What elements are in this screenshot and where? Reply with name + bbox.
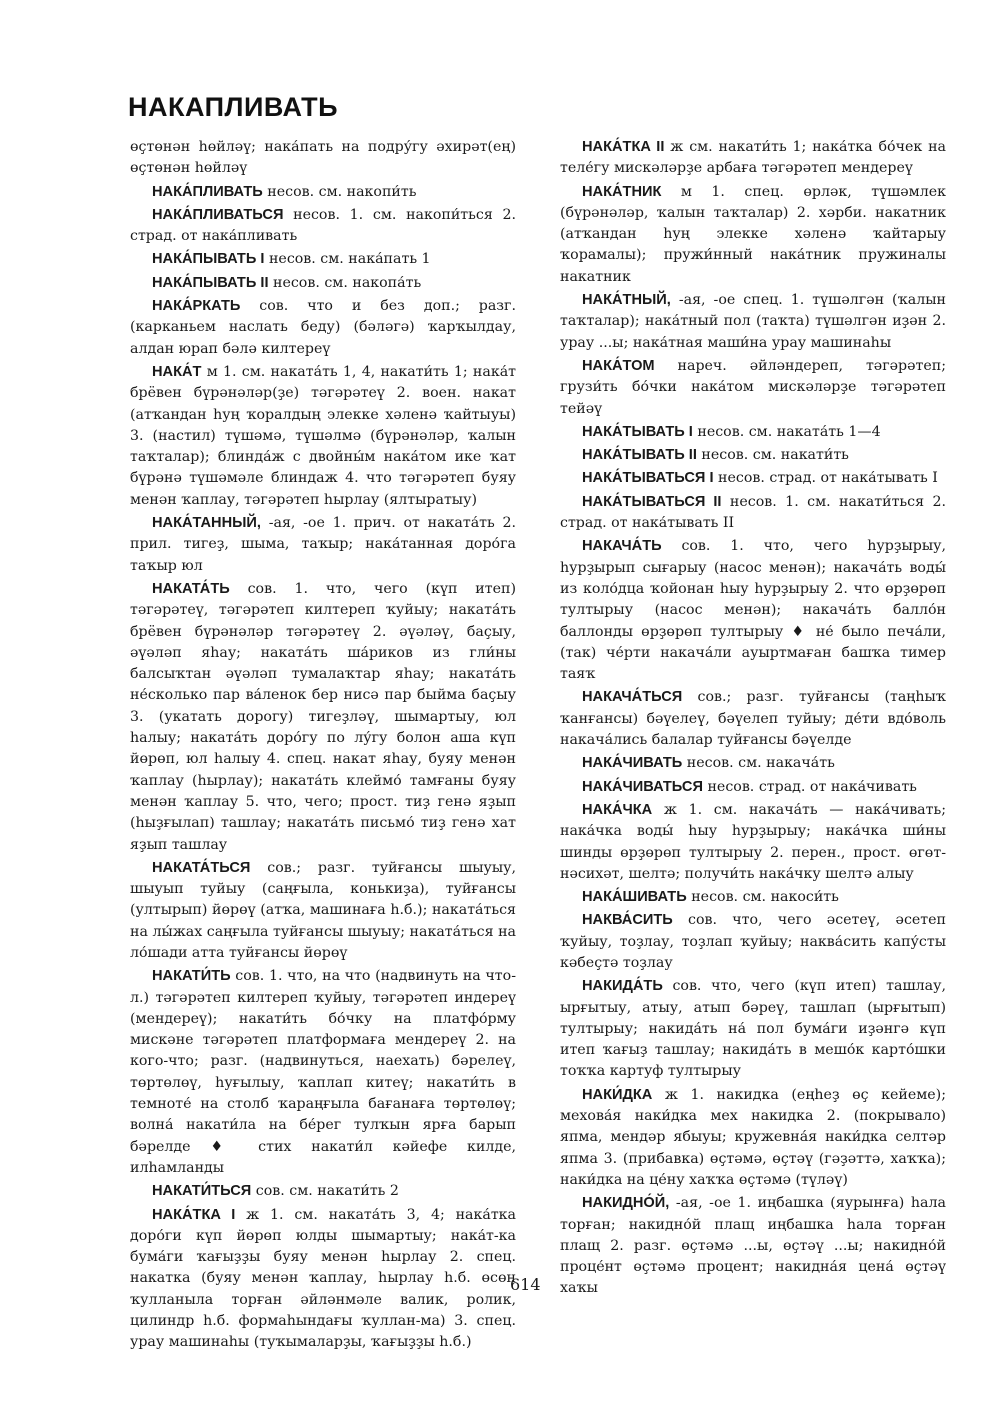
right-column <box>560 137 946 1302</box>
entry-headword: НАКА́ПЫВАТЬ I <box>152 251 265 268</box>
entry-headword: НАКА́ЧИВАТЬСЯ <box>582 778 703 795</box>
entry-definition: сов. что, чего әсетеү, әсетеп ҡуйыу, тоҙлау, тоҙлап ҡуйыу; наква́сить капу́сты кәбеҫтә тоҙлау <box>560 912 946 971</box>
dictionary-entry <box>130 362 516 511</box>
entry-definition: сов. 1. что, на что (надвинуть на что-л.) тәгәрәтеп килтереп ҡуйыу, тәгәрәтеп индереү (мендереү); накати́ть бо́чку на платфо́рму мискәне тәгәрәтеп платформаға мендереү 2. на кого-что; разг. (надвинуться, наехать) бәрелеү, төртөлөү, һуғылыу, ҡаплап китеү; накати́ть в темноте́ на столб ҡараңғыла бағанаға төртөлөү; волна́ накати́ла на бе́рег тулҡын ярға барып бәрелде ♦ стих накати́л кәйефе килде, илһамланды <box>130 968 516 1176</box>
entry-definition: сов. 1. что, чего (күп итеп) тәгәрәтеү, тәгәрәтеп килтереп ҡуйыу; наката́ть брёвен бүрәнәләр тәгәрәтеү 2. әүәләү, баҫыу, әүәләп яһау; наката́ть ша́риков из гли́ны балсыҡтан әүәләп тумалаҡтар яһау; наката́ть не́сколько пар ва́ленок бер нисә пар быйма баҫыу 3. (укатать дорогу) тигеҙләү, шымартыу, юл һалыу; наката́ть доро́гу по лу́гу болон аша күп йөрөп, юл һалыу 4. спец. накат яһау, буяу менән ҡаплау (һырлау); наката́ть клеймо́ тамғаны буяу менән ҡаплау 5. что, чего; прост. тиҙ генә яҙып (һыҙғылап) ташлау; наката́ть письмо́ тиҙ генә хат яҙып ташлау <box>130 580 516 853</box>
dictionary-entry <box>560 445 946 466</box>
entry-headword: НАКИ́ДКА <box>582 1086 653 1103</box>
entry-definition: сов.; разг. туйғансы (таңһыҡ ҡанғансы) бәүелеү, бәүелеп туйыу; де́ти вдо́воль накача́лись балалар туйғансы бәүелде <box>560 689 946 749</box>
dictionary-entry <box>130 205 516 248</box>
entry-definition: сов. что и без доп.; разг. (карканьем наслать беду) (бәләгә) ҡарҡылдау, алдан юрап бәлә килтереү <box>130 298 516 357</box>
entry-headword: НАКАТА́ТЬ <box>152 580 230 597</box>
entry-definition: несов. страд. от нака́чивать <box>702 778 917 795</box>
entry-definition: несов. см. накопа́ть <box>268 274 422 291</box>
entry-definition: м 1. см. наката́ть 1, 4, накати́ть 1; нака́т брёвен бүрәнәләр(ҙе) тәгәрәтеү 2. воен. накат (атҡандан һуң ҡоралдың элекке хәленә ҡайтыуы) 3. (настил) түшәмә, түшәлмә (бүрәнәләр, ҡалын таҡталар); блинда́ж с двойны́м нака́том ике ҡат бүрәнә түшәмәле блиндаж 4. что тәгәрәтеп буяу менән ҡаплау, тәгәрәтеп һырлау (ялтыратыу) <box>130 363 516 508</box>
entry-headword: НАКА́ТАННЫЙ, <box>152 515 261 532</box>
entry-definition: несов. см. накача́ть <box>682 755 835 772</box>
entry-definition: несов. 1. см. накопи́ться 2. страд. от нака́пливать <box>130 206 516 245</box>
dictionary-entry <box>130 579 516 856</box>
entry-headword: НАКАТИ́ТЬ <box>152 968 231 985</box>
dictionary-entry <box>130 137 516 180</box>
entry-headword: НАКА́ТЫВАТЬСЯ I <box>582 470 714 487</box>
dictionary-entry <box>560 422 946 443</box>
dictionary-entry <box>560 290 946 354</box>
dictionary-entry <box>560 356 946 420</box>
entry-definition: несов. 1. см. накати́ться 2. страд. от нака́тывать II <box>560 493 946 532</box>
entry-definition: несов. см. накоси́ть <box>686 889 839 906</box>
entry-headword: НАКА́ПЫВАТЬ II <box>152 274 269 291</box>
entry-headword: НАКА́ТКА I <box>152 1206 236 1223</box>
entry-definition: несов. см. нака́пать 1 <box>264 251 431 268</box>
dictionary-entry <box>130 296 516 360</box>
dictionary-entry <box>130 249 516 270</box>
dictionary-entry <box>560 182 946 288</box>
entry-headword: НАКАТИ́ТЬСЯ <box>152 1183 252 1200</box>
dictionary-entry <box>130 858 516 964</box>
dictionary-entry <box>560 1193 946 1299</box>
dictionary-entry <box>560 910 946 974</box>
entry-headword: НАКА́ТЫВАТЬСЯ II <box>582 493 722 510</box>
dictionary-entry <box>130 1205 516 1354</box>
dictionary-entry <box>560 800 946 885</box>
entry-headword: НАКА́Т <box>152 363 202 380</box>
entry-headword: НАКА́ТКА II <box>582 139 665 155</box>
entry-headword: НАКА́ТНИК <box>582 183 662 200</box>
entry-headword: НАКАТА́ТЬСЯ <box>152 859 251 876</box>
entry-headword: НАКА́ТЫВАТЬ I <box>582 423 693 440</box>
entry-headword: НАКА́ШИВАТЬ <box>582 889 687 906</box>
dictionary-entry <box>560 536 946 685</box>
entry-definition: -ая, -ое спец. 1. түшәлгән (ҡалын таҡталар); нака́тный пол (таҡта) түшәлгән иҙән 2. урау ...ы; нака́тная маши́на урау машинаһы <box>560 292 946 351</box>
entry-headword: НАКАЧА́ТЬ <box>582 538 662 555</box>
entry-definition: несов. см. накопи́ть <box>262 183 417 200</box>
dictionary-entry <box>130 513 516 577</box>
dictionary-entry <box>560 137 946 180</box>
dictionary-entry <box>130 966 516 1179</box>
dictionary-entry <box>560 976 946 1082</box>
entry-definition: -ая, -ое 1. иңбашка (яурынға) һала торған; накидно́й плащ иңбашка һала торған плащ 2. разг. өҫтәмә ...ы, өҫтәү ...ы; накидно́й проце́нт өҫтәмә процент; накидна́я цена́ өҫтәү хаҡы <box>560 1195 946 1297</box>
dictionary-entry <box>130 1181 516 1202</box>
entry-definition: несов. страд. от нака́тывать I <box>713 470 938 487</box>
entry-definition: ж 1. см. накача́ть — нака́чивать; нака́чка воды́ һыу һурҙырыу; нака́чка ши́ны шинды өрҙөрөп тултырыу 2. перен., прост. өгөт-нәсихәт, шелтә; получи́ть нака́чку шелтә алыу <box>560 801 946 882</box>
entry-headword: НАКА́ТЫВАТЬ II <box>582 447 697 464</box>
entry-headword: НАКВА́СИТЬ <box>582 912 673 929</box>
entry-definition: сов. 1. что, чего һурҙырыу, һурҙырып сығарыу (насос менән); накача́ть воды́ из коло́дца ҡойонан һыу һурҙырыу 2. что өрҙөрөп тултырыу (насос менән); накача́ть балло́н баллонды өрҙөрөп тултырыу ♦ не́ было печа́ли, (так) че́рти накача́ли ауыртмаған башҡа тимер таяҡ <box>560 538 946 683</box>
entry-headword: НАКАЧА́ТЬСЯ <box>582 689 683 706</box>
left-column <box>130 137 516 1356</box>
entry-headword: НАКА́ПЛИВАТЬ <box>152 183 263 200</box>
entry-definition: сов.; разг. туйғансы шыуыу, шыуып туйыу (саңғыла, конькиҙа), туйғансы (ултырып) йөрөү (атҡа, машинаға һ.б.); наката́ться на лы́жах саңғыла туйғансы шыуыу; наката́ться на ло́шади атта туйғансы йөрөү <box>130 859 516 961</box>
entry-definition: сов. см. накати́ть 2 <box>251 1183 399 1200</box>
entry-headword: НАКА́ПЛИВАТЬСЯ <box>152 206 284 223</box>
entry-headword: НАКА́ЧИВАТЬ <box>582 755 683 772</box>
dictionary-entry <box>560 753 946 774</box>
entry-definition: м 1. спец. өрләк, түшәмлек (бүрәнәләр, ҡалын таҡталар) 2. хәрби. накатник (атҡандан һуң элекке хәленә ҡайтарыу ҡорамалы); пружи́нный нака́тник пружиналы накатник <box>560 183 946 285</box>
dictionary-entry <box>560 777 946 798</box>
dictionary-entry <box>560 1085 946 1191</box>
entry-definition: ж 1. см. наката́ть 3, 4; нака́тка доро́ги күп йөрөп юлды шымартыу; нака́т-ка бума́ги ҡағыҙҙы буяу менән һырлау 2. спец. накатка (буяу менән ҡаплау, һырлау һ.б. өсөн ҡулланыла торған әйләнмәле валик, ролик, цилиндр һ.б. формаһындағы ҡуллан-ма) 3. спец. урау машинаһы (туҡымаларҙы, ҡағыҙҙы һ.б.) <box>130 1206 516 1351</box>
entry-definition: ж см. накати́ть 1; нака́тка бо́чек на теле́гу мискәләрҙе арбаға тәгәрәтеп мендереү <box>560 139 946 177</box>
running-head: НАКАПЛИВАТЬ <box>128 92 339 122</box>
entry-definition: -ая, -ое 1. прич. от наката́ть 2. прил. тигеҙ, шыма, таҡыр; нака́танная доро́га таҡыр юл <box>130 515 516 574</box>
entry-definition: сов. что, чего (күп итеп) ташлау, ырғытыу, атыу, атып бәреү, ташлап (ырғытып) тултырыу; накида́ть на́ пол бума́ги иҙәнгә күп итеп ҡағыҙ ташлау; накида́ть в мешо́к карто́шки тоҡҡа картуф тултырыу <box>560 978 946 1080</box>
entry-definition: несов. см. наката́ть 1—4 <box>692 423 881 440</box>
entry-headword: НАКИДНО́Й, <box>582 1195 670 1212</box>
entry-headword: НАКИДА́ТЬ <box>582 978 663 995</box>
dictionary-entry <box>560 492 946 535</box>
entry-headword: НАКА́РКАТЬ <box>152 298 241 315</box>
dictionary-entry <box>560 687 946 751</box>
dictionary-entry <box>130 182 516 203</box>
entry-definition: несов. см. накати́ть <box>696 447 849 464</box>
dictionary-entry <box>560 887 946 908</box>
entry-definition: өҫтөнән һөйләү; нака́пать на подру́гу әхирәт(ең) өҫтөнән һөйләү <box>130 139 516 177</box>
page-number: 614 <box>510 1275 541 1294</box>
dictionary-entry <box>130 273 516 294</box>
entry-definition: нареч. әйләндереп, тәгәрәтеп; грузи́ть бо́чки нака́том мискәләрҙе тәгәрәтеп тейәү <box>560 357 946 417</box>
entry-definition: ж 1. накидка (еңһеҙ өҫ кейеме); мехова́я наки́дка мех накидка 2. (покрывало) япма, мендәр ябыуы; кружевна́я наки́дка селтәр япма 3. (прибавка) өҫтәмә, өҫтәү (гәҙәттә, хаҡҡа); наки́дка на це́ну хаҡҡа өҫтәмә (түләү) <box>560 1086 946 1188</box>
entry-headword: НАКА́ТНЫЙ, <box>582 292 671 309</box>
entry-headword: НАКА́ЧКА <box>582 801 653 818</box>
entry-headword: НАКА́ТОМ <box>582 357 655 374</box>
dictionary-entry <box>560 468 946 489</box>
